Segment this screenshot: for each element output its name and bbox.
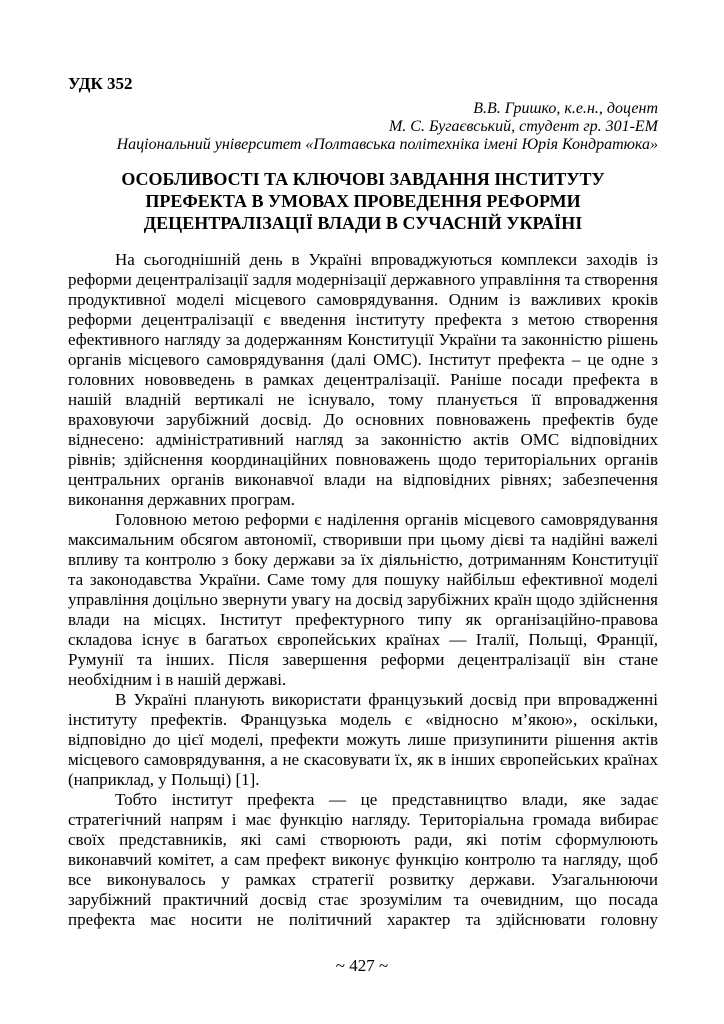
paper-body bbox=[68, 250, 658, 930]
paper-title-line-1: ОСОБЛИВОСТІ ТА КЛЮЧОВІ ЗАВДАННЯ ІНСТИТУТУ bbox=[121, 169, 605, 189]
paragraph-2: Головною метою реформи є наділення органів місцевого самоврядування максимальним обсягом автономії, створивши при цьому дієві та надійні важелі впливу та контролю з боку держави за їх діяльністю, дотриманням Конституції та законодавства України. Саме тому для пошуку найбільш ефективної моделі управління доцільно звернути увагу на досвід зарубіжних країн щодо здійснення влади на місцях. Інститут префектурного типу як організаційно-правова складова існує в багатьох європейських країнах — Італії, Польщі, Франції, Румунії та інших. Після завершення реформи децентралізації він стане необхідним і в нашій державі. bbox=[68, 510, 658, 689]
page-number: ~ 427 ~ bbox=[335, 956, 389, 975]
affiliation-line: Національний університет «Полтавська політехніка імені Юрія Кондратюка» bbox=[116, 136, 658, 153]
author-block bbox=[68, 100, 658, 154]
paper-title-line-2: ПРЕФЕКТА В УМОВАХ ПРОВЕДЕННЯ РЕФОРМИ bbox=[145, 191, 581, 211]
author-line-1: В.В. Гришко, к.е.н., доцент bbox=[473, 100, 658, 117]
udc-code: УДК 352 bbox=[68, 74, 133, 93]
paragraph-4: Тобто інститут префекта — це представництво влади, яке задає стратегічний напрям і має функцію нагляду. Територіальна громада вибирає своїх представників, які самі створюють ради, які потім сформулюють виконавчий комітет, а сам префект виконує функцію контролю та нагляду, щоб все виконувалось у рамках стратегії розвитку держави. Узагальнюючи зарубіжний практичний досвід стає зрозумілим та очевидним, що посада префекта має носити не політичний характер та здійснювати головну bbox=[68, 790, 658, 929]
author-line-2: М. С. Бугаєвський, студент гр. 301-ЕМ bbox=[388, 118, 658, 135]
paragraph-1: На сьогоднішній день в Україні впроваджуються комплекси заходів із реформи децентралізації задля модернізації державного управління та створення продуктивної моделі місцевого самоврядування. Одним із важливих кроків реформи децентралізації є введення інституту префекта з метою створення ефективного нагляду за додержанням Конституції України та законністю рішень органів місцевого самоврядування (далі ОМС). Інститут префекта – це одне з головних нововведень в рамках децентралізації. Раніше посади префекта в нашій владній вертикалі не існувало, тому планується її впровадження враховуючи зарубіжний досвід. До основних повноважень префектів буде віднесено: адміністративний нагляд за законністю актів ОМС відповідних рівнів; здійснення координаційних повноважень щодо територіальних органів центральних органів виконавчої влади на відповідних рівнях; забезпечення виконання державних програм. bbox=[68, 250, 658, 509]
paper-title bbox=[68, 168, 658, 234]
paragraph-3: В Україні планують використати французький досвід при впровадженні інституту префектів. Французька модель є «відносно м’якою», оскільки, відповідно до цієї моделі, префекти можуть лише призупинити рішення актів місцевого самоврядування, а не скасовувати їх, як в інших європейських країнах (наприклад, у Польщі) [1]. bbox=[68, 690, 658, 789]
paper-title-line-3: ДЕЦЕНТРАЛІЗАЦІЇ ВЛАДИ В СУЧАСНІЙ УКРАЇНІ bbox=[143, 213, 583, 233]
